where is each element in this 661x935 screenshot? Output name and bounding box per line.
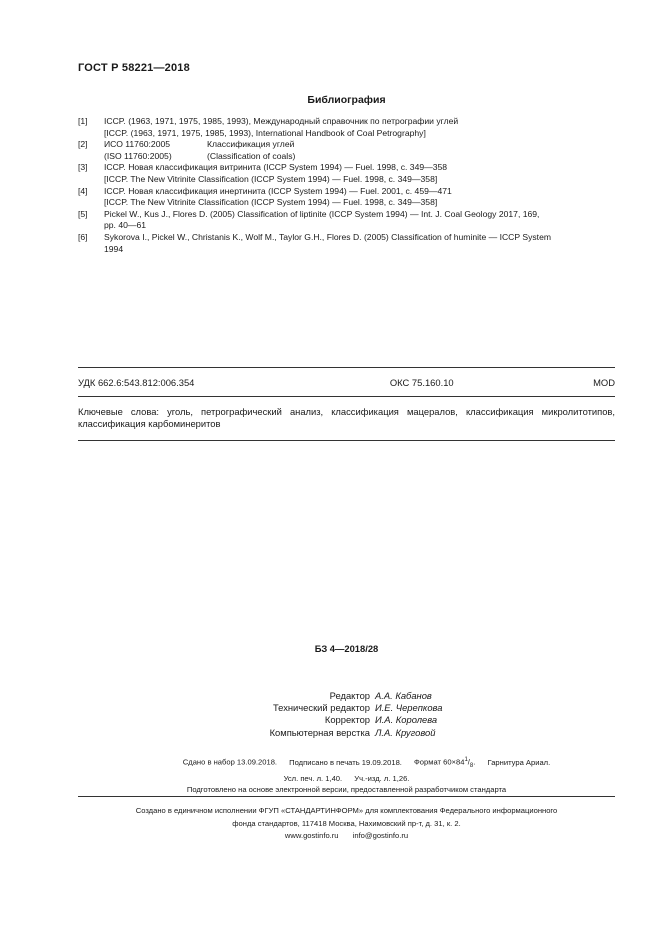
- keywords: Ключевые слова: уголь, петрографический анализ, классификация мацералов, классификация микролитотипов, классификация карбоминеритов: [78, 406, 615, 430]
- document-code: ГОСТ Р 58221—2018: [78, 62, 190, 74]
- staff-role: Технический редактор: [272, 702, 370, 714]
- bibliography-item: [78, 186, 618, 209]
- bibliography-item: [78, 209, 618, 232]
- email-link[interactable]: info@gostinfo.ru: [352, 831, 409, 841]
- item-text-cont: 1994: [104, 243, 124, 254]
- divider-top: [78, 367, 615, 368]
- item-number: [4]: [78, 185, 88, 196]
- divider-middle: [78, 396, 615, 397]
- staff-name: И.А. Королева: [375, 714, 438, 726]
- staff-role: Корректор: [324, 714, 370, 726]
- staff-list: [200, 690, 500, 739]
- staff-row: [200, 690, 500, 702]
- website-link[interactable]: www.gostinfo.ru: [284, 831, 339, 841]
- item-text-cont: pp. 40—61: [104, 220, 147, 231]
- paper-format: Формат $60\times 84^1/_8$.: [414, 757, 476, 770]
- publishing-sheets: Уч.-изд. л. 1,26.: [354, 773, 410, 783]
- staff-role: Компьютерная верстка: [269, 726, 370, 738]
- standard-code-en: (ISO 11760:2005): [104, 150, 172, 161]
- staff-name: Л.А. Круговой: [375, 726, 436, 738]
- staff-row: [200, 702, 500, 714]
- item-number: [2]: [78, 139, 88, 150]
- publisher-line: Создано в единичном исполнении ФГУП «СТАНДАРТИНФОРМ» для комплектования Федерального информационного: [135, 806, 558, 815]
- oks-code: ОКС 75.160.10: [389, 377, 454, 388]
- item-text-ru: ICCP. (1963, 1971, 1975, 1985, 1993), Международный справочник по петрографии углей: [104, 116, 459, 126]
- classification-row: [78, 377, 615, 388]
- divider-bottom: [78, 796, 615, 797]
- item-number: [1]: [78, 116, 88, 126]
- item-text-en: [ICCP. The New Vitrinite Classification (ICCP System 1994) — Fuel. 1998, c. 349—358]: [104, 173, 438, 184]
- item-number: [5]: [78, 208, 88, 219]
- staff-row: [200, 714, 500, 726]
- signed-date: Подписано в печать 19.09.2018.: [289, 757, 402, 767]
- udc-code: УДК 662.6:543.812:006.354: [78, 377, 195, 388]
- divider-keywords: [78, 440, 615, 441]
- print-details: [78, 755, 615, 796]
- bibliography-list: [78, 116, 618, 255]
- submitted-date: Сдано в набор 13.09.2018.: [182, 757, 278, 767]
- bibliography-item: [78, 139, 618, 162]
- item-text-en: [ICCP. (1963, 1971, 1975, 1985, 1993), International Handbook of Coal Petrography]: [104, 127, 426, 138]
- mod-label: MOD: [593, 377, 615, 388]
- bibliography-title: Библиография: [307, 94, 386, 106]
- item-text-ru: ICCP. Новая классификация инертинита (ICCP System 1994) — Fuel. 2001, с. 459—471: [104, 185, 452, 196]
- publisher-info: [78, 805, 615, 843]
- bibliography-item: [78, 162, 618, 185]
- bibliography-item: [78, 116, 618, 139]
- item-number: [3]: [78, 162, 88, 173]
- item-text: Pickel W., Kus J., Flores D. (2005) Classification of liptinite (ICCP System 1994) — Int. J. Coal Geology 2017, 169,: [104, 208, 540, 219]
- typeface: Гарнитура Ариал.: [487, 757, 551, 767]
- item-text-ru: ICCP. Новая классификация витринита (ICCP System 1994) — Fuel. 1998, с. 349—358: [104, 162, 448, 173]
- staff-row: [200, 727, 500, 739]
- bz-number: БЗ 4—2018/28: [314, 643, 379, 654]
- publisher-address: фонда стандартов, 117418 Москва, Нахимовский пр-т, д. 31, к. 2.: [232, 818, 461, 828]
- staff-name: И.Е. Черепкова: [375, 702, 443, 714]
- item-number: [6]: [78, 231, 88, 242]
- standard-title: Классификация углей: [207, 139, 295, 150]
- staff-role: Редактор: [329, 690, 370, 701]
- bibliography-item: [78, 232, 618, 255]
- prepared-note: Подготовлено на основе электронной версии, предоставленной разработчиком стандарта: [186, 785, 507, 795]
- standard-title-en: (Classification of coals): [207, 150, 296, 161]
- print-sheets: Усл. печ. л. 1,40.: [283, 773, 343, 783]
- staff-name: А.А. Кабанов: [375, 690, 432, 701]
- standard-code: ИСО 11760:2005: [104, 139, 171, 150]
- item-text: Sykorova I., Pickel W., Christanis K., Wolf M., Taylor G.H., Flores D. (2005) Classification of huminite — ICCP System: [104, 231, 552, 242]
- item-text-en: [ICCP. The New Vitrinite Classification (ICCP System 1994) — Fuel. 1998, c. 349—358]: [104, 197, 438, 208]
